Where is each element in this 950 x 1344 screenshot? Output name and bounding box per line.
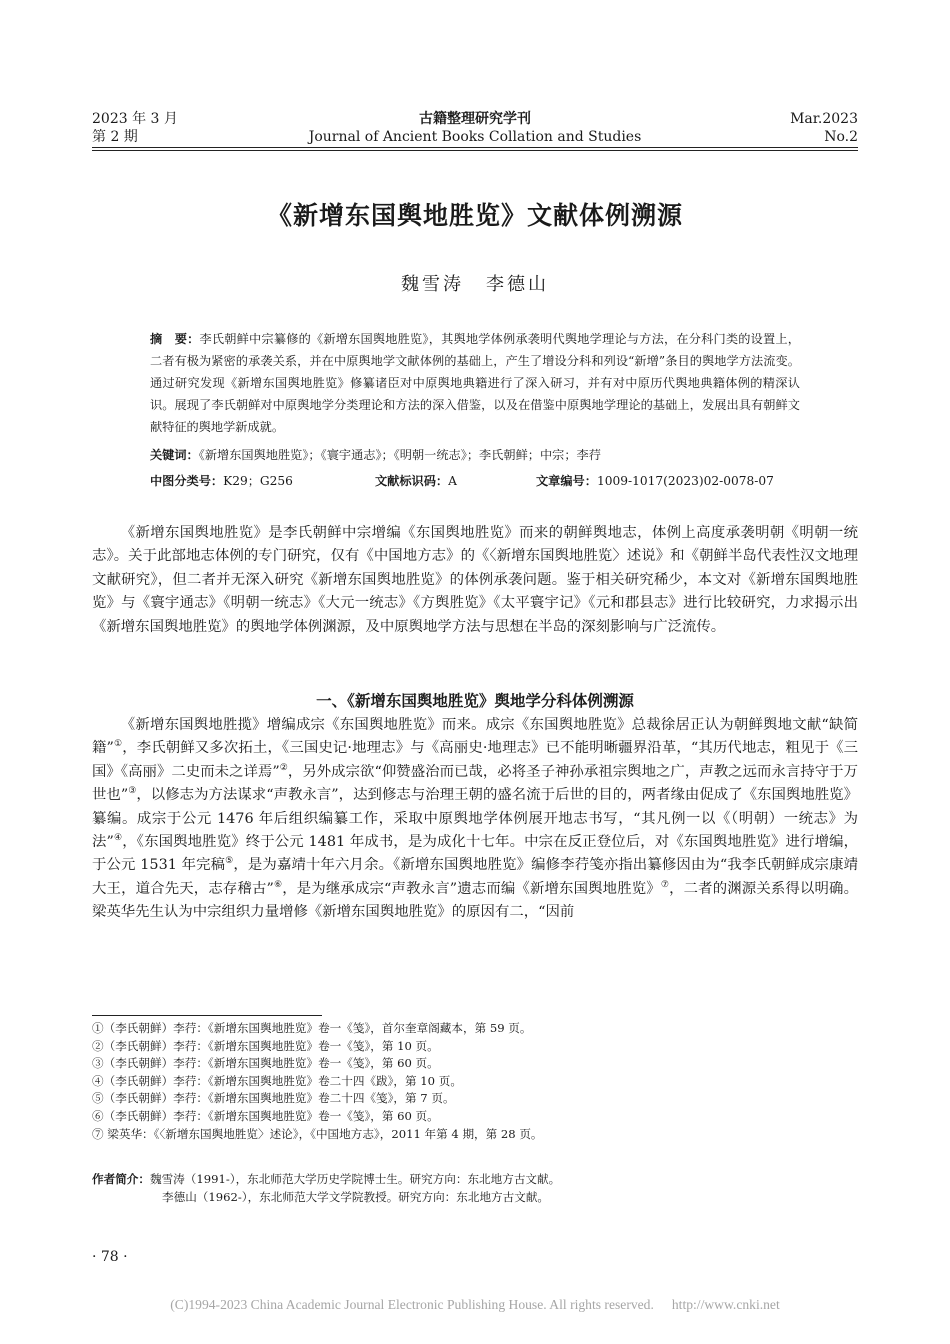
article-number-field bbox=[536, 470, 774, 492]
body-intro bbox=[92, 522, 858, 639]
paragraph: 《新增东国舆地胜览》是李氏朝鲜中宗增编《东国舆地胜览》而来的朝鲜舆地志，体例上高度承袭明朝《明朝一统志》。关于此部地志体例的专门研究，仅有《中国地方志》的《〈新增东国舆地胜览〉述说》和《朝鲜半岛代表性汉文地理文献研究》，但二者并无深入研究《新增东国舆地胜览》的体例承袭问题。鉴于相关研究稀少，本文对《新增东国舆地胜览》与《寰宇通志》《明朝一统志》《大元一统志》《方舆胜览》《太平寰宇记》《元和郡县志》进行比较研究，力求揭示出《新增东国舆地胜览》的舆地学体例渊源，及中原舆地学方法与思想在半岛的深刻影响与广泛流传。 bbox=[92, 525, 858, 635]
keywords bbox=[150, 444, 830, 466]
keywords-label: 关键词： bbox=[150, 448, 199, 462]
author-info-label: 作者简介： bbox=[92, 1172, 150, 1186]
footnote: ⑥（李氏朝鲜）李荇：《新增东国舆地胜览》卷一《笺》，第 60 页。 bbox=[92, 1108, 439, 1123]
author-info-line bbox=[92, 1171, 858, 1189]
text-run: 《新增东国舆地胜揽》增编成宗《东国舆地胜览》而来。成宗《东国舆地胜览》总裁徐居正认为朝鲜舆地文献“缺简籍” bbox=[92, 717, 858, 757]
text-run: ，《东国舆地胜览》终于公元 1481 年成书，是为成化十七年。中宗在反正登位后，对《东国舆地胜览》进行增编，于公元 1531 年完稿 bbox=[92, 834, 859, 874]
footnote: ⑤（李氏朝鲜）李荇：《新增东国舆地胜览》卷二十四《笺》，第 7 页。 bbox=[92, 1091, 455, 1106]
doc-code-field bbox=[375, 470, 457, 492]
footnote: ①（李氏朝鲜）李荇：《新增东国舆地胜览》卷一《笺》，首尔奎章阁藏本，第 59 页。 bbox=[92, 1021, 532, 1035]
classification-line bbox=[150, 470, 850, 492]
clc-label: 中图分类号： bbox=[150, 474, 224, 488]
footnote-ref[interactable]: ③ bbox=[128, 786, 137, 797]
text-run: ，是为继承成宗“声教永言”遗志而编《新增东国舆地胜览》 bbox=[282, 880, 661, 897]
footnote: ⑦ 梁英华：《〈新增东国舆地胜览〉述论》，《中国地方志》，2011 年第 4 期，第 28 页。 bbox=[92, 1126, 543, 1141]
footnote: ④（李氏朝鲜）李荇：《新增东国舆地胜览》卷二十四《跋》，第 10 页。 bbox=[92, 1073, 462, 1088]
header-rule bbox=[92, 147, 858, 148]
abstract-text: 李氏朝鲜中宗纂修的《新增东国舆地胜览》，其舆地学体例承袭明代舆地学理论与方法，在分科门类的设置上，二者有极为紧密的承袭关系，并在中原舆地学文献体例的基础上，产生了增设分科和列设“新增”条目的舆地学方法流变。通过研究发现《新增东国舆地胜览》修纂诸臣对中原舆地典籍进行了深入研习，并有对中原历代舆地典籍体例的精深认识。展现了李氏朝鲜对中原舆地学分类理论和方法的深入借鉴，以及在借鉴中原舆地学理论的基础上，发展出具有朝鲜文献特征的舆地学新成就。 bbox=[150, 332, 800, 434]
keywords-text: 《新增东国舆地胜览》；《寰宇通志》；《明朝一统志》；李氏朝鲜；中宗；李荇 bbox=[198, 448, 601, 462]
header-rule-double bbox=[92, 150, 858, 151]
footnotes bbox=[92, 1020, 858, 1143]
article-title: 《新增东国舆地胜览》文献体例溯源 bbox=[266, 201, 683, 230]
abstract bbox=[150, 328, 800, 438]
header-issue-en: No.2 bbox=[824, 129, 858, 145]
paragraph bbox=[92, 714, 858, 925]
section-heading: 一、《新增东国舆地胜览》舆地学分科体例溯源 bbox=[316, 692, 634, 710]
text-run: ，另外成宗欲“仰赞盛治而已哉，必将圣子神孙承祖宗舆地之广，声教之远而永言持守于万世也” bbox=[92, 763, 858, 804]
author-info-line: 李德山（1962-），东北师范大学文学院教授。研究方向：东北地方古文献。 bbox=[162, 1189, 550, 1204]
doc-code-label: 文献标识码： bbox=[375, 474, 449, 488]
author-name: 魏雪涛 bbox=[401, 274, 464, 295]
author-name: 李德山 bbox=[486, 274, 549, 295]
header-issue-line: 第 2 期 bbox=[92, 129, 138, 145]
footnote-ref[interactable]: ⑦ bbox=[660, 880, 670, 891]
author-info bbox=[92, 1171, 858, 1206]
header-date-en: Mar.2023 bbox=[790, 111, 858, 127]
article-number-label: 文章编号： bbox=[536, 474, 597, 488]
running-header bbox=[92, 110, 858, 150]
header-issue bbox=[790, 110, 858, 146]
copyright-text: (C)1994-2023 China Academic Journal Electronic Publishing House. All rights reserved. bbox=[170, 1297, 654, 1312]
text-run: ，是为嘉靖十年六月余。《新增东国舆地胜览》编修李荇笺亦指出纂修因由为“我李氏朝鲜成宗康靖大王，道合先天，志存稽古” bbox=[92, 857, 858, 897]
doc-code-value: A bbox=[448, 474, 457, 488]
journal-name-cn: 古籍整理研究学刊 bbox=[419, 111, 531, 127]
footnote: ③（李氏朝鲜）李荇：《新增东国舆地胜览》卷一《笺》，第 60 页。 bbox=[92, 1056, 439, 1071]
text-run: ，二者的渊源关系得以明确。梁英华先生认为中宗组织力量增修《新增东国舆地胜览》的原因有二，“因前 bbox=[92, 880, 858, 921]
author-list bbox=[0, 270, 950, 296]
clc-field bbox=[150, 474, 293, 488]
footnote: ②（李氏朝鲜）李荇：《新增东国舆地胜览》卷一《笺》，第 10 页。 bbox=[92, 1038, 439, 1053]
footnote-ref[interactable]: ⑥ bbox=[273, 880, 283, 891]
text-run: ，以修志为方法谋求“声教永言”，达到修志与治理王朝的盛名流于后世的目的，两者缘由促成了《东国舆地胜览》纂编。成宗于公元 1476 年后组织编纂工作，采取中原舆地学体例展开地志书写，“其凡例一以《（明朝）一统志》为法” bbox=[92, 787, 858, 851]
clc-value: K29；G256 bbox=[223, 474, 293, 488]
footnote-rule bbox=[92, 1015, 322, 1016]
article-number-value: 1009-1017(2023)02-0078-07 bbox=[596, 474, 774, 488]
copyright-footer bbox=[0, 1297, 950, 1313]
footnote-ref[interactable]: ① bbox=[113, 739, 123, 750]
header-journal bbox=[92, 110, 858, 146]
header-date-line: 2023 年 3 月 bbox=[92, 111, 178, 127]
cnki-link[interactable]: http://www.cnki.net bbox=[671, 1297, 780, 1312]
footnote-ref[interactable]: ④ bbox=[113, 833, 123, 844]
page-number: · 78 · bbox=[92, 1249, 128, 1265]
footnote-ref[interactable]: ② bbox=[279, 763, 288, 774]
author-info-text: 魏雪涛（1991-），东北师范大学历史学院博士生。研究方向：东北地方古文献。 bbox=[149, 1172, 561, 1186]
body-section-1 bbox=[92, 714, 858, 925]
journal-name-en: Journal of Ancient Books Collation and Studies bbox=[308, 129, 642, 145]
text-run: ，李氏朝鲜又多次拓土，《三国史记·地理志》与《高丽史·地理志》已不能明晰疆界沿革，“其历代地志，粗见于《三国》《高丽》二史而未之详焉” bbox=[92, 740, 859, 780]
abstract-label: 摘 要： bbox=[150, 332, 200, 346]
footnote-ref[interactable]: ⑤ bbox=[225, 856, 234, 867]
